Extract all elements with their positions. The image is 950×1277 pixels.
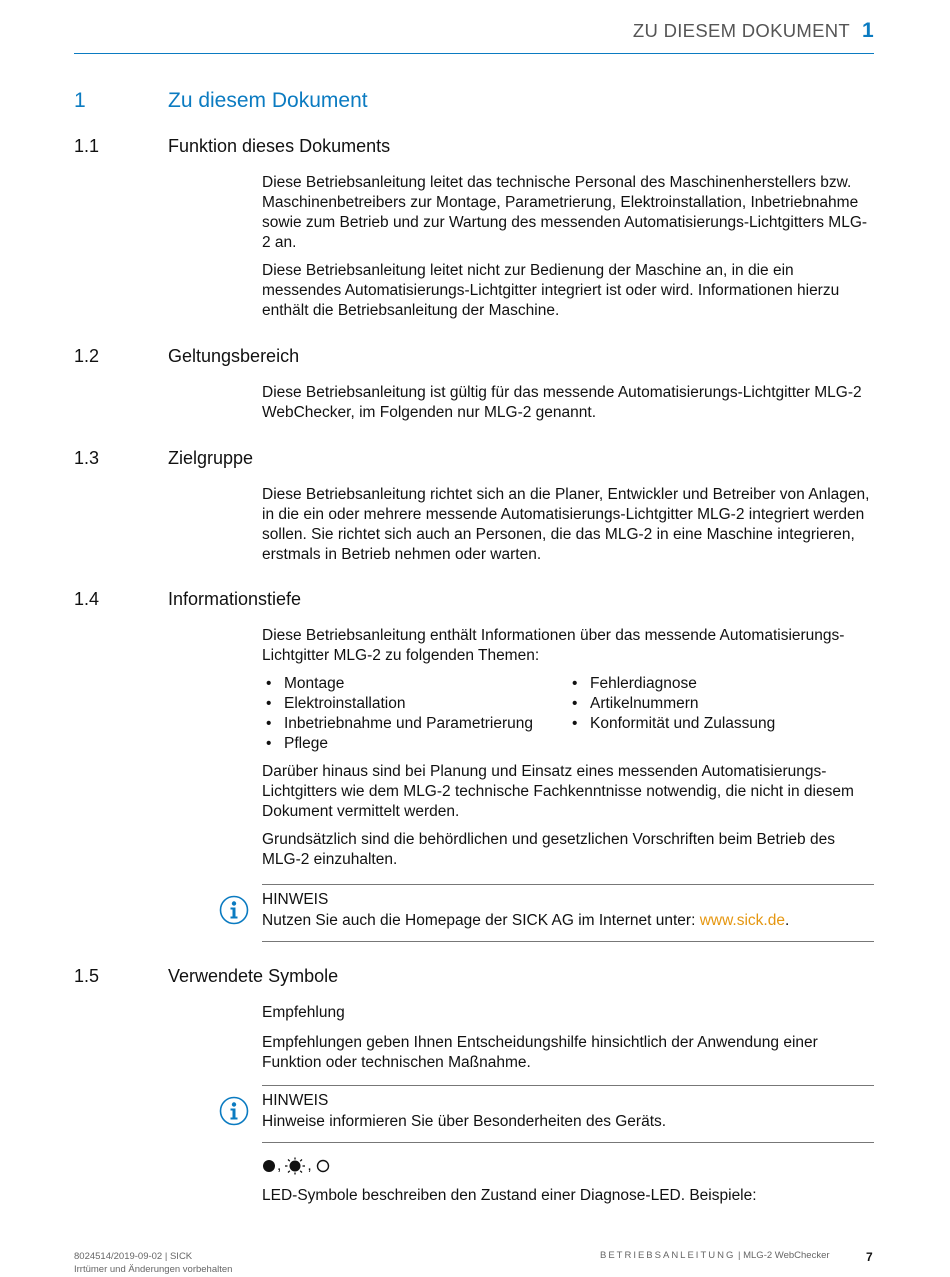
info-circle-icon	[219, 895, 249, 925]
running-header-title: ZU DIESEM DOKUMENT	[632, 20, 851, 41]
section-number: 1.3	[74, 448, 100, 468]
paragraph: Diese Betriebsanleitung leitet nicht zur Bedienung der Maschine an, in die ein messendes Automatisierungs-Lichtgitter integriert ist oder wird. Informationen hierzu enthält die Betriebsanleitung der Maschine.	[262, 262, 840, 319]
section-1-5-body	[262, 1003, 874, 1073]
section-title: Informationstiefe	[168, 589, 302, 609]
paragraph: Diese Betriebsanleitung richtet sich an die Planer, Entwickler und Betreiber von Anlagen, in die ein oder mehrere messende Automatisierungs-Lichtgitter MLG-2 integriert werden sollen. Sie richtet sich auch an Personen, die das MLG-2 in eine Maschine integrieren, erstmals in Betrieb nehmen oder warten.	[262, 486, 870, 563]
header-rule	[74, 53, 874, 54]
footer-disclaimer: Irrtümer und Änderungen vorbehalten	[74, 1264, 233, 1275]
section-heading-1-5	[74, 966, 338, 987]
page-number: 7	[866, 1250, 873, 1264]
footer-product: MLG-2 WebChecker	[743, 1250, 830, 1261]
paragraph: Grundsätzlich sind die behördlichen und gesetzlichen Vorschriften beim Betrieb des MLG-2 einzuhalten.	[262, 831, 835, 868]
led-off-icon	[316, 1159, 330, 1173]
chapter-number: 1	[74, 89, 86, 112]
list-item: • Artikelnummern	[568, 694, 775, 714]
list-item: • Pflege	[262, 734, 533, 754]
section-1-4-body	[262, 762, 874, 870]
paragraph: Diese Betriebsanleitung enthält Informationen über das messende Automatisierungs-Lichtgitter MLG-2 zu folgenden Themen:	[262, 627, 845, 664]
list-item: • Konformität und Zulassung	[568, 714, 775, 734]
section-title: Geltungsbereich	[168, 346, 300, 366]
note-bottom-rule	[262, 941, 874, 942]
note-bottom-rule	[262, 1142, 874, 1143]
section-heading-1-1	[74, 136, 390, 157]
list-item: • Montage	[262, 674, 533, 694]
section-1-1-body	[262, 173, 874, 321]
footer-doc-number: 8024514/2019-09-02 | SICK	[74, 1251, 193, 1262]
paragraph: Diese Betriebsanleitung leitet das technische Personal des Maschinenherstellers bzw. Maschinenbetreibers zur Montage, Parametrierung, Elektroinstallation, Inbetriebnahme sowie zum Betrieb und zur Wartung des messenden Automatisierungs-Lichtgitters MLG-2 an.	[262, 174, 868, 251]
section-1-4-intro	[262, 626, 874, 666]
led-separator: ,	[307, 1157, 312, 1174]
note-top-rule	[262, 884, 874, 885]
note-text: Hinweise informieren Sie über Besonderheiten des Geräts.	[262, 1113, 667, 1130]
led-on-icon	[262, 1159, 276, 1173]
section-1-3-body	[262, 485, 874, 565]
section-number: 1.5	[74, 966, 100, 986]
section-title: Zielgruppe	[168, 448, 254, 468]
footer-separator: |	[735, 1250, 744, 1261]
list-item: • Fehlerdiagnose	[568, 674, 775, 694]
paragraph: Empfehlungen geben Ihnen Entscheidungshilfe hinsichtlich der Anwendung einer Funktion oder technischen Maßnahme.	[262, 1034, 818, 1071]
section-heading-1-2	[74, 346, 299, 367]
running-header-chapter: 1	[862, 19, 874, 42]
running-header	[633, 19, 874, 43]
chapter-heading	[74, 89, 368, 113]
section-heading-1-3	[74, 448, 253, 469]
paragraph: LED-Symbole beschreiben den Zustand einer Diagnose-LED. Beispiele:	[262, 1187, 757, 1204]
section-number: 1.2	[74, 346, 100, 366]
footer-manual-label: BETRIEBSANLEITUNG	[600, 1250, 736, 1261]
section-title: Funktion dieses Dokuments	[168, 136, 391, 156]
footer-doc-info	[74, 1250, 232, 1276]
paragraph: Darüber hinaus sind bei Planung und Einsatz eines messenden Automatisierungs-Lichtgitters wie dem MLG-2 technische Fachkenntnisse notwendig, die nicht in diesem Dokument vermittelt werden.	[262, 763, 854, 820]
list-item: • Inbetriebnahme und Parametrierung	[262, 714, 533, 734]
topic-list-left	[262, 674, 533, 754]
chapter-title: Zu diesem Dokument	[168, 89, 368, 112]
note-text-body: Nutzen Sie auch die Homepage der SICK AG im Internet unter:	[262, 912, 700, 929]
section-number: 1.4	[74, 589, 100, 609]
led-symbols	[262, 1157, 330, 1175]
sick-website-link[interactable]: www.sick.de	[699, 912, 785, 929]
note-top-rule	[262, 1085, 874, 1086]
topic-list	[262, 674, 874, 754]
section-1-2-body	[262, 383, 874, 423]
topic-list-right	[568, 674, 775, 734]
section-number: 1.1	[74, 136, 100, 156]
led-flashing-icon	[284, 1157, 306, 1175]
note-text	[262, 912, 789, 930]
note-title: HINWEIS	[262, 1092, 329, 1109]
note-text-end: .	[784, 912, 790, 929]
info-circle-icon	[219, 1096, 249, 1126]
subheading: Empfehlung	[262, 1004, 345, 1021]
section-title: Verwendete Symbole	[168, 966, 339, 986]
note-title: HINWEIS	[262, 891, 329, 908]
section-1-5-led-text	[262, 1186, 874, 1206]
led-separator: ,	[277, 1157, 282, 1174]
paragraph: Diese Betriebsanleitung ist gültig für das messende Automatisierungs-Lichtgitter MLG-2 WebChecker, im Folgenden nur MLG-2 genannt.	[262, 384, 862, 421]
list-item: • Elektroinstallation	[262, 694, 533, 714]
footer-manual	[600, 1250, 830, 1261]
section-heading-1-4	[74, 589, 301, 610]
